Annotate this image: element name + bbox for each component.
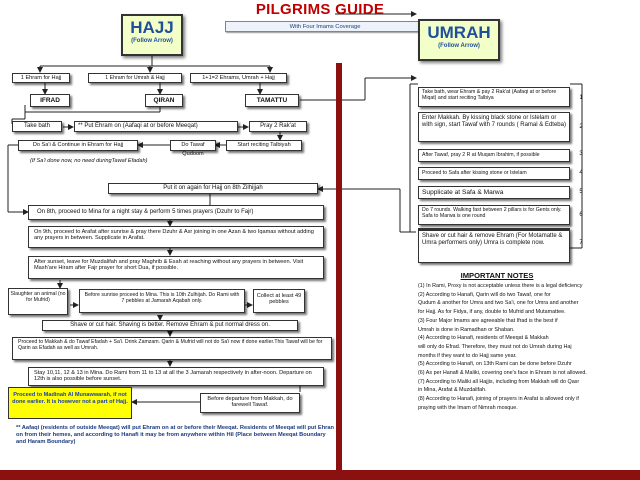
note-line: (7) According to Maliki all Hajjis, including from Makkah will do Qasr xyxy=(418,378,580,385)
shave-step: Shave or cut hair. Shaving is better. Remove Ehram & put normal dress on. xyxy=(42,320,298,331)
center-divider xyxy=(336,63,342,480)
umrah-step-7: Shave or cut hair & remove Ehram (For Motamatte & Umra performers only) Umra is complete now. xyxy=(418,230,570,263)
notes-title: IMPORTANT NOTES xyxy=(460,271,534,280)
notes-list xyxy=(418,282,636,413)
proceed-makkah-step: Proceed to Makkah & do Tawaf Efadah + Sa'i. Drink Zamzam. Qarin & Mufrid will not do Sa'i now if done earlier.This Tawaf will be for Qarin as Efadah as well as Umrah. xyxy=(12,337,332,360)
note-line: will only do Efrad. Therefore, they must not do Umrah during Haj xyxy=(418,343,572,350)
sai-continue-step: Do Sa'i & Continue in Ehram for Hajj xyxy=(18,140,138,151)
note-line: (2) According to Hanafi, Qarin will do two Tawaf, one for xyxy=(418,291,551,298)
tamattu-description: 1+1=2 Ehrams, Umrah + Hajj xyxy=(190,73,287,83)
hajj-header xyxy=(121,14,183,56)
put-ehram-step: ** Put Ehram on (Aafaqi at or before Meeqat) xyxy=(74,121,238,132)
hajj-title: HAJJ xyxy=(130,18,174,37)
sai-note: (If Sa'i done now, no need duringTawaf Efadah) xyxy=(30,158,148,164)
note-line: praying with the Imam of Nimrah mosque. xyxy=(418,404,518,411)
before-sunrise-step: Before sunrise proceed to Mina. This is 10th Zulhijah. Do Rami with 7 pebbles at Jamarah Aqabah only. xyxy=(79,289,245,313)
umrah-step-3: After Tawaf, pray 2 R at Muqam Ibrahim, if possible xyxy=(418,149,570,162)
umrah-title: UMRAH xyxy=(427,23,491,42)
umrah-step-5: Supplicate at Safa & Marwa xyxy=(418,186,570,199)
page-title: PILGRIMS GUIDE xyxy=(255,1,385,18)
ifrad-description: 1 Ehram for Hajj xyxy=(12,73,70,83)
umrah-follow-note: (Follow Arrow) xyxy=(438,43,480,49)
slaughter-step: Slaughter an animal (no for Mufrid) xyxy=(8,288,68,315)
meeqat-footnote: ** Aafaqi (residents of outside Meeqat) will put Ehram on at or before their Meeqat. Residents of Meeqat will put Ehran on from their hemes, and according to Hanafi it may be from anywhere within Hil (Place between Meeqat Boundary and Haram Boundary) xyxy=(16,425,335,446)
madinah-note: Proceed to Madinah Al Munawwarah, if not done earlier. It is however not a part of Hajj. xyxy=(8,387,132,419)
umrah-step-number: 4 xyxy=(579,170,583,176)
qiran-label: QIRAN xyxy=(145,94,183,107)
note-line: (1) In Rami, Proxy is not acceptable unless there is a legal deficiency xyxy=(418,283,583,289)
umrah-step-2: Enter Makkah. By kissing black stone or Istelam or with sign, start Tawaf with 7 rounds ( Ramal & Edteba) xyxy=(418,112,570,142)
put-ehram-again-step: Put it on again for Hajj on 8th Zilhijjah xyxy=(108,183,318,194)
ifrad-label: IFRAD xyxy=(30,94,70,107)
tawaf-qudoom-step: Do Tawaf Qudoom xyxy=(170,140,216,151)
umrah-step-number: 3 xyxy=(579,151,583,157)
on-9th-step: On 9th, proceed to Arafat after sunrise & pray there Dzuhr & Asr joining in one Azan & two Iqamas without adding any prayers in between. Supplicate in Arafat. xyxy=(28,226,324,248)
umrah-step-number: 1 xyxy=(579,95,583,101)
after-sunset-step: After sunset, leave for Muzdalifah and pray Maghrib & Esah at reaching without any prayers in between. Visit Mash'are Hiram after Fajr prayer for short Dua, if possible. xyxy=(28,256,324,279)
note-line: (8) According to Hanafi, joining of prayers in Arafat is allowed only if xyxy=(418,396,579,403)
note-line: Qudum & another for Umra and two Sa'i, one for Umra and another xyxy=(418,300,579,307)
note-line: in Mina, Arafat & Muzdalifah. xyxy=(418,387,487,394)
subtitle-badge: With Four Imams Coverage xyxy=(225,21,425,32)
note-line: months if they want to do Hajj same year. xyxy=(418,352,517,359)
bottom-bar xyxy=(0,470,640,480)
stay-mina-step: Stay 10,11, 12 & 13 in Mina. Do Rami from 11 to 13 at all the 3 Jamarah respectively in after-noon. Departure on 12th is also possible before sunset. xyxy=(28,367,324,386)
umrah-step-number: 5 xyxy=(579,189,583,195)
umrah-step-6: Do 7 rounds. Walking fast between 2 pillars is for Gents only. Safa to Marwa is one round xyxy=(418,205,570,225)
umrah-step-4: Proceed to Safa after kissing stone or Istelam xyxy=(418,167,570,180)
umrah-step-1: Take bath, wear Ehram & pay 2 Rak'at (Aafaqi at or before Miqat) and start reciting Talbiya xyxy=(418,87,570,107)
note-line: (5) According to Hanafi, on 13th Rami can be done before Dzuhr xyxy=(418,361,572,368)
tamattu-label: TAMATTU xyxy=(245,94,299,107)
note-line: Umrah is done in Ramadhan or Shaban. xyxy=(418,326,515,333)
qiran-description: 1 Ehram for Umrah & Hajj xyxy=(88,73,182,83)
note-line: (3) Four Major Imams are agreeable that Ifrad is the best if xyxy=(418,317,558,324)
take-bath-step: Take bath xyxy=(12,121,62,132)
umrah-header xyxy=(418,19,500,61)
note-line: (6) As per Hanafi & Maliki, covering one's face in Ehram is not allowed. xyxy=(418,370,587,377)
umrah-step-number: 7 xyxy=(579,240,583,246)
umrah-step-number: 2 xyxy=(579,124,583,130)
note-line: for Hajj. As for Fidya, if any, double to Mufrid and Mutamattee. xyxy=(418,309,566,316)
on-8th-step: On 8th, proceed to Mina for a night stay & perform 5 times prayers (Dzuhr to Fajr) xyxy=(28,205,324,220)
collect-pebbles-step: Collect at least 49 pebbles xyxy=(253,289,305,313)
note-line: (4) According to Hanafi, residents of Meeqat & Makkah xyxy=(418,335,549,342)
farewell-tawaf-step: Before departure from Makkah, do farewell Tawaf. xyxy=(200,393,300,413)
reciting-talbiyah-step: Start reciting Talbiyah xyxy=(226,140,302,151)
umrah-step-number: 6 xyxy=(579,212,583,218)
hajj-follow-note: (Follow Arrow) xyxy=(131,38,173,44)
pray-rakat-step: Pray 2 Rak'at xyxy=(249,121,307,132)
